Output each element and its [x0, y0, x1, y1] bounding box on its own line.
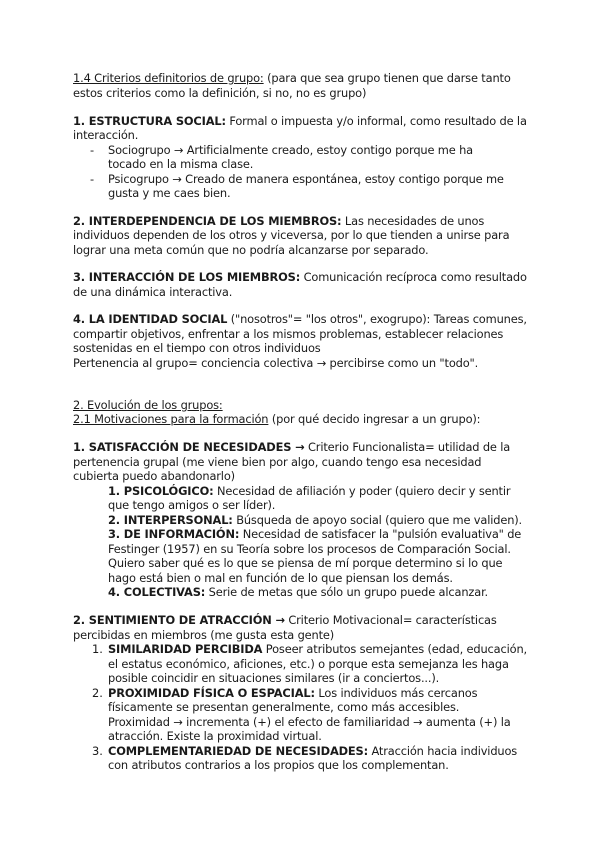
- bullet-sociogrupo-line-2: tocado en la misma clase.: [108, 157, 254, 171]
- criterion-2-line-3: lograr una meta común que no podría alcanzarse por separado.: [73, 243, 429, 257]
- bullet-dash: -: [90, 143, 95, 157]
- proximidad-line-2: físicamente se presentan generalmente, como más accesibles.: [108, 700, 460, 714]
- bullet-dash: -: [90, 172, 95, 186]
- criterion-1-line-1: 1. ESTRUCTURA SOCIAL: Formal o impuesta y/o informal, como resultado de la: [73, 114, 527, 128]
- satisfaction-line-2: pertenencia grupal (me viene bien por algo, cuando tengo esa necesidad: [73, 455, 482, 469]
- section-1-4-line-1: 1.4 Criterios definitorios de grupo: (para que sea grupo tienen que darse tanto: [73, 71, 511, 85]
- similaridad-line-3: posible coincidir en situaciones similares (ir a conciertos...).: [108, 671, 440, 685]
- complementariedad-line-2: con atributos contrarios a los propios que los complementan.: [108, 758, 449, 772]
- bullet-sociogrupo-line-1: Sociogrupo → Artificialmente creado, estoy contigo porque me ha: [108, 143, 473, 157]
- criterion-4-title: 4. LA IDENTIDAD SOCIAL: [73, 312, 228, 326]
- section-1-4-title: 1.4 Criterios definitorios de grupo:: [73, 71, 264, 85]
- list-number: 1.: [92, 642, 103, 656]
- need-colectivas-line-1: 4. COLECTIVAS: Serie de metas que sólo un grupo puede alcanzar.: [108, 585, 489, 599]
- bullet-psicogrupo-line-2: gusta y me caes bien.: [108, 186, 231, 200]
- bullet-psicogrupo-line-1: Psicogrupo → Creado de manera espontánea, estoy contigo porque me: [108, 172, 504, 186]
- attraction-line-2: percibidas en miembros (me gusta esta gente): [73, 628, 335, 642]
- criterion-3-title: 3. INTERACCIÓN DE LOS MIEMBROS:: [73, 270, 301, 284]
- need-informacion-line-4: hago está bien o mal en función de lo que piensan los demás.: [108, 571, 453, 585]
- criterion-4-line-4: Pertenencia al grupo= conciencia colectiva → percibirse como un "todo".: [73, 356, 479, 370]
- need-informacion-line-2: Festinger (1957) en su Teoría sobre los procesos de Comparación Social.: [108, 542, 511, 556]
- need-interpersonal-line-1: 2. INTERPERSONAL: Búsqueda de apoyo social (quiero que me validen).: [108, 513, 523, 527]
- criterion-3-line-2: de una dinámica interactiva.: [73, 285, 233, 299]
- proximidad-label: PROXIMIDAD FÍSICA O ESPACIAL:: [108, 686, 315, 700]
- criterion-2-title: 2. INTERDEPENDENCIA DE LOS MIEMBROS:: [73, 214, 342, 228]
- section-2-1-line: 2.1 Motivaciones para la formación (por qué decido ingresar a un grupo):: [73, 412, 481, 426]
- satisfaction-line-3: cubierta puedo abandonarlo): [73, 469, 235, 483]
- section-1-4-line-2: estos criterios como la definición, si no, no es grupo): [73, 86, 367, 100]
- list-number: 3.: [92, 744, 103, 758]
- proximidad-line-4: atracción. Existe la proximidad virtual.: [108, 729, 322, 743]
- need-psicologico-line-2: que tengo amigos o ser líder).: [108, 498, 276, 512]
- satisfaction-line-1: 1. SATISFACCIÓN DE NECESIDADES → Criterio Funcionalista= utilidad de la: [73, 440, 511, 454]
- need-psicologico-line-1: 1. PSICOLÓGICO: Necesidad de afiliación y poder (quiero decir y sentir: [108, 484, 511, 498]
- list-number: 2.: [92, 686, 103, 700]
- need-interpersonal-label: 2. INTERPERSONAL:: [108, 513, 233, 527]
- criterion-1-line-2: interacción.: [73, 128, 139, 142]
- similaridad-line-2: el estatus económico, aficiones, etc.) o porque esta semejanza les haga: [108, 657, 509, 671]
- proximidad-line-1: PROXIMIDAD FÍSICA O ESPACIAL: Los individuos más cercanos: [108, 686, 478, 700]
- complementariedad-label: COMPLEMENTARIEDAD DE NECESIDADES:: [108, 744, 369, 758]
- need-informacion-line-3: Quiero saber qué es lo que se piensa de mí porque determino si lo que: [108, 556, 503, 570]
- need-psicologico-label: 1. PSICOLÓGICO:: [108, 484, 214, 498]
- attraction-title: 2. SENTIMIENTO DE ATRACCIÓN →: [73, 613, 285, 627]
- proximidad-line-3: Proximidad → incrementa (+) el efecto de familiaridad → aumenta (+) la: [108, 715, 511, 729]
- satisfaction-title: 1. SATISFACCIÓN DE NECESIDADES →: [73, 440, 305, 454]
- criterion-2-line-1: 2. INTERDEPENDENCIA DE LOS MIEMBROS: Las necesidades de unos: [73, 214, 485, 228]
- criterion-4-line-2: compartir objetivos, enfrentar a los mismos problemas, establecer relaciones: [73, 327, 504, 341]
- criterion-4-line-3: sostenidas en el tiempo con otros individuos: [73, 341, 321, 355]
- criterion-1-title: 1. ESTRUCTURA SOCIAL:: [73, 114, 226, 128]
- criterion-4-line-1: 4. LA IDENTIDAD SOCIAL ("nosotros"= "los otros", exogrupo): Tareas comunes,: [73, 312, 527, 326]
- similaridad-label: SIMILARIDAD PERCIBIDA: [108, 642, 263, 656]
- need-informacion-line-1: 3. DE INFORMACIÓN: Necesidad de satisfacer la "pulsión evaluativa" de: [108, 527, 522, 541]
- need-colectivas-label: 4. COLECTIVAS:: [108, 585, 206, 599]
- criterion-2-line-2: individuos dependen de los otros y viceversa, por lo que tienden a unirse para: [73, 228, 510, 242]
- similaridad-line-1: SIMILARIDAD PERCIBIDA Poseer atributos semejantes (edad, educación,: [108, 642, 527, 656]
- section-2-title: 2. Evolución de los grupos:: [73, 398, 223, 412]
- complementariedad-line-1: COMPLEMENTARIEDAD DE NECESIDADES: Atracción hacia individuos: [108, 744, 518, 758]
- criterion-3-line-1: 3. INTERACCIÓN DE LOS MIEMBROS: Comunicación recíproca como resultado: [73, 270, 527, 284]
- section-2-1-title: 2.1 Motivaciones para la formación: [73, 412, 269, 426]
- need-informacion-label: 3. DE INFORMACIÓN:: [108, 527, 240, 541]
- attraction-line-1: 2. SENTIMIENTO DE ATRACCIÓN → Criterio Motivacional= características: [73, 613, 497, 627]
